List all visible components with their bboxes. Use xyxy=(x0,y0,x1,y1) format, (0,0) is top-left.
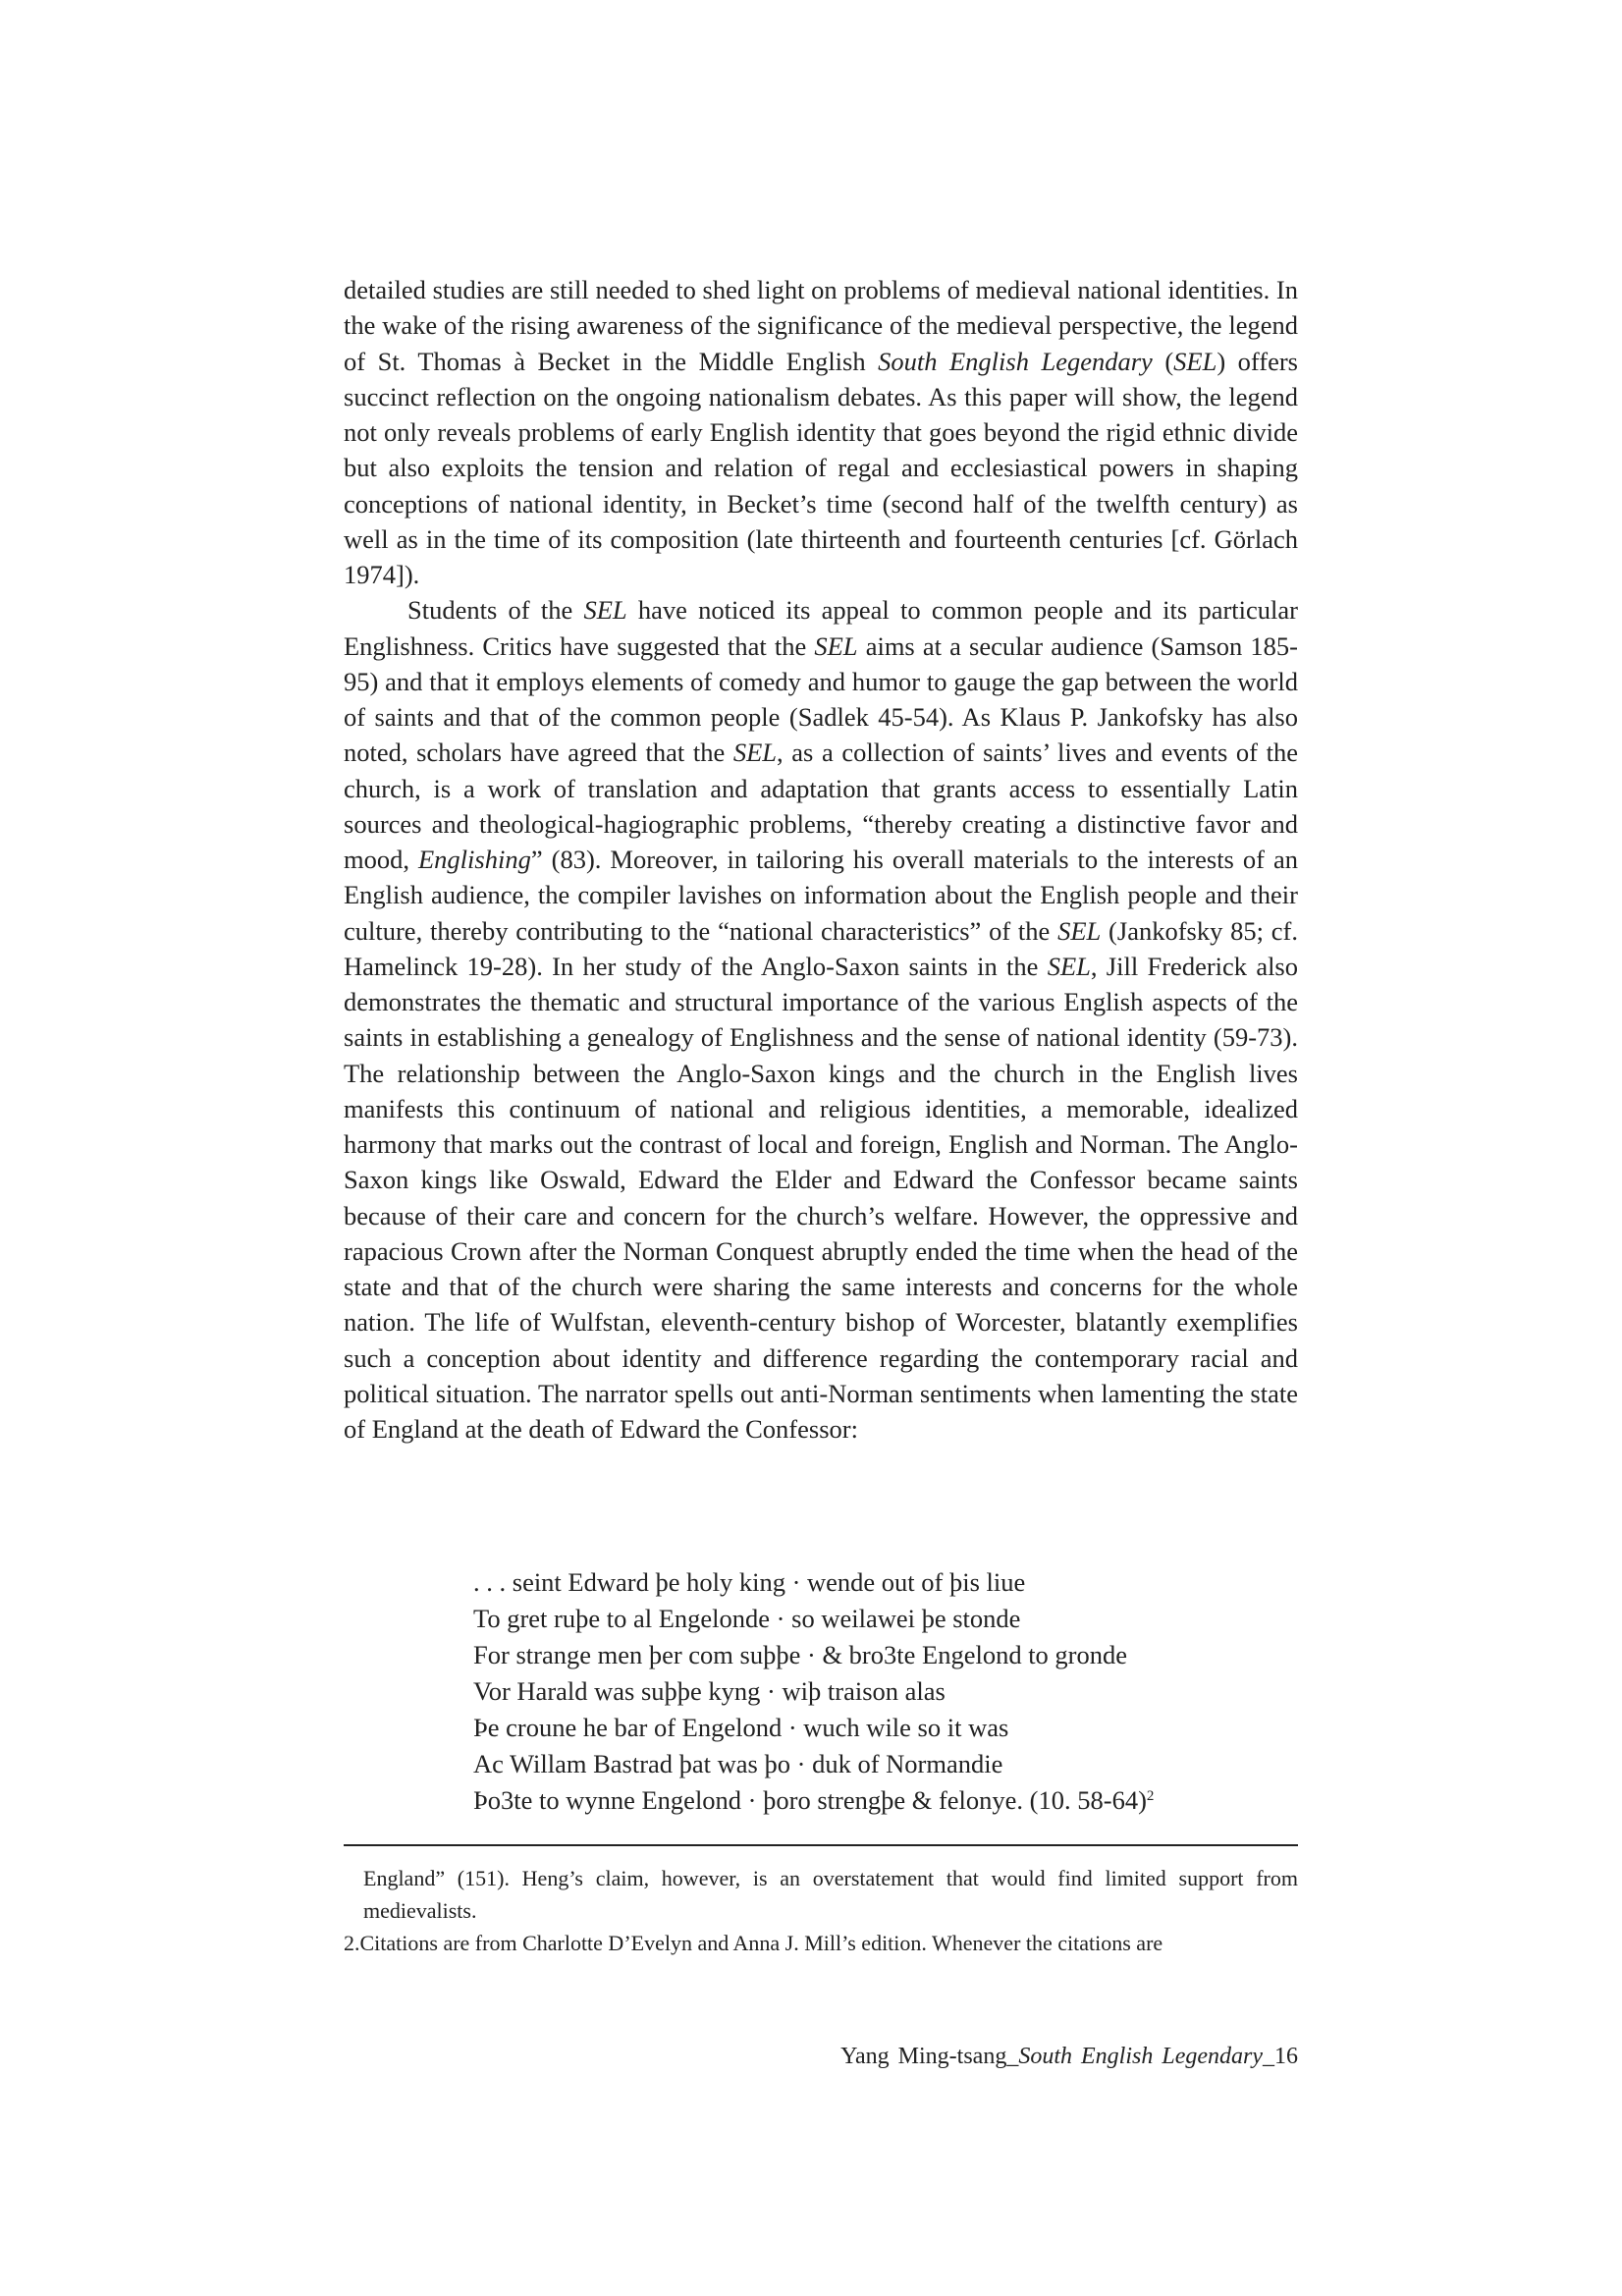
running-footer xyxy=(840,2042,1298,2071)
footnote-divider xyxy=(344,1844,1298,1846)
italic-term: SEL xyxy=(1047,951,1091,981)
verse-line: Þe croune he bar of Engelond · wuch wile so it was xyxy=(473,1713,1009,1742)
verse-line: For strange men þer com suþþe · & bro3te Engelond to gronde xyxy=(473,1640,1128,1669)
italic-term: SEL xyxy=(732,738,778,768)
verse-quotation xyxy=(473,1564,1298,1819)
text-run: , Jill Frederick also demonstrates the thematic and structural importance of the various English aspects of the saints in establishing a genealogy of Englishness and the sense of national identity (59-73). The relationship between the Anglo-Saxon kings and the church in the English lives manifests this continuum of national and religious identities, a memorable, idealized harmony that marks out the contrast of local and foreign, English and Norman. The Anglo-Saxon kings like Oswald, Edward the Elder and Edward the Confessor became saints because of their care and concern for the church’s welfare. However, the oppressive and rapacious Crown after the Norman Conquest abruptly ended the time when the head of the state and that of the church were sharing the same interests and concerns for the whole nation. The life of Wulfstan, eleventh-century bishop of Worcester, blatantly exemplifies such a conception about identity and difference regarding the contemporary racial and political situation. The narrator spells out anti-Norman sentiments when lamenting the state of England at the death of Edward the Confessor: xyxy=(344,951,1298,1444)
text-run: aims at a secular audience (Samson 185-95) and that it employs elements of comedy and humor to gauge the gap between the world of saints and that of the common people (Sadlek 45-54). As Klaus P. Jankofsky has also noted, scholars have agreed that the xyxy=(344,630,1298,768)
verse-line-last xyxy=(473,1782,1298,1819)
main-text xyxy=(344,272,1298,1447)
italic-term: Englishing xyxy=(418,845,531,874)
text-run: Students of the xyxy=(407,595,584,626)
verse-line: Ac Willam Bastrad þat was þo · duk of Normandie xyxy=(473,1749,1003,1778)
text-run: detailed studies are still needed to shed light on problems of medieval national identities. In the wake of the rising awareness of the significance of the medieval perspective, the legend of St. Thomas à Becket in the Middle English xyxy=(344,275,1298,376)
italic-term: South English Legendary xyxy=(878,346,1153,376)
verse-line: . . . seint Edward þe holy king · wende out of þis liue xyxy=(473,1567,1026,1597)
footer-title: South English Legendary xyxy=(1018,2044,1263,2069)
verse-line-text: Þo3te to wynne Engelond · þoro strengþe & felonye. (10. 58-64) xyxy=(473,1785,1147,1815)
text-run: ( xyxy=(1152,346,1174,376)
paragraph-1 xyxy=(344,272,1298,592)
italic-term: SEL xyxy=(1173,346,1217,376)
verse-line: To gret ruþe to al Engelonde · so weilawei þe stonde xyxy=(473,1604,1021,1633)
footnote-continuation: England” (151). Heng’s claim, however, is an overstatement that would find limited support from medievalists. xyxy=(363,1866,1298,1923)
verse-line: Vor Harald was suþþe kyng · wiþ traison alas xyxy=(473,1676,946,1706)
footnote-reference: 2 xyxy=(1146,1788,1155,1804)
footnote-2: 2.Citations are from Charlotte D’Evelyn and Anna J. Mill’s edition. Whenever the citations are xyxy=(344,1931,1163,1955)
italic-term: SEL xyxy=(583,595,627,626)
text-run: ) offers succinct reflection on the ongoing nationalism debates. As this paper will show, the legend not only reveals problems of early English identity that goes beyond the rigid ethnic divide but also exploits the tension and relation of regal and ecclesiastical powers in shaping conceptions of national identity, in Becket’s time (second half of the twelfth century) as well as in the time of its composition (late thirteenth and fourteenth centuries [cf. Görlach 1974]). xyxy=(344,346,1298,589)
text-run: ” (83). Moreover, in tailoring his overall materials to the interests of an English audience, the compiler lavishes on information about the English people and their culture, thereby contributing to the “national characteristics” of the xyxy=(344,845,1298,946)
italic-term: SEL xyxy=(1057,915,1102,946)
paragraph-2 xyxy=(344,592,1298,1447)
italic-term: SEL xyxy=(814,630,858,661)
text-run: (Jankofsky 85; cf. Hamelinck 19-28). In her study of the Anglo-Saxon saints in the xyxy=(344,915,1298,981)
footnotes xyxy=(344,1862,1298,1959)
text-run: have noticed its appeal to common people and its particular Englishness. Critics have suggested that the xyxy=(344,595,1298,661)
text-run: , as a collection of saints’ lives and events of the church, is a work of translation and adaptation that grants access to essentially Latin sources and theological-hagiographic problems, “thereby creating a distinctive favor and mood, xyxy=(344,738,1298,874)
footer-page-number: _16 xyxy=(1263,2044,1298,2069)
footer-author: Yang Ming-tsang_ xyxy=(840,2044,1019,2069)
